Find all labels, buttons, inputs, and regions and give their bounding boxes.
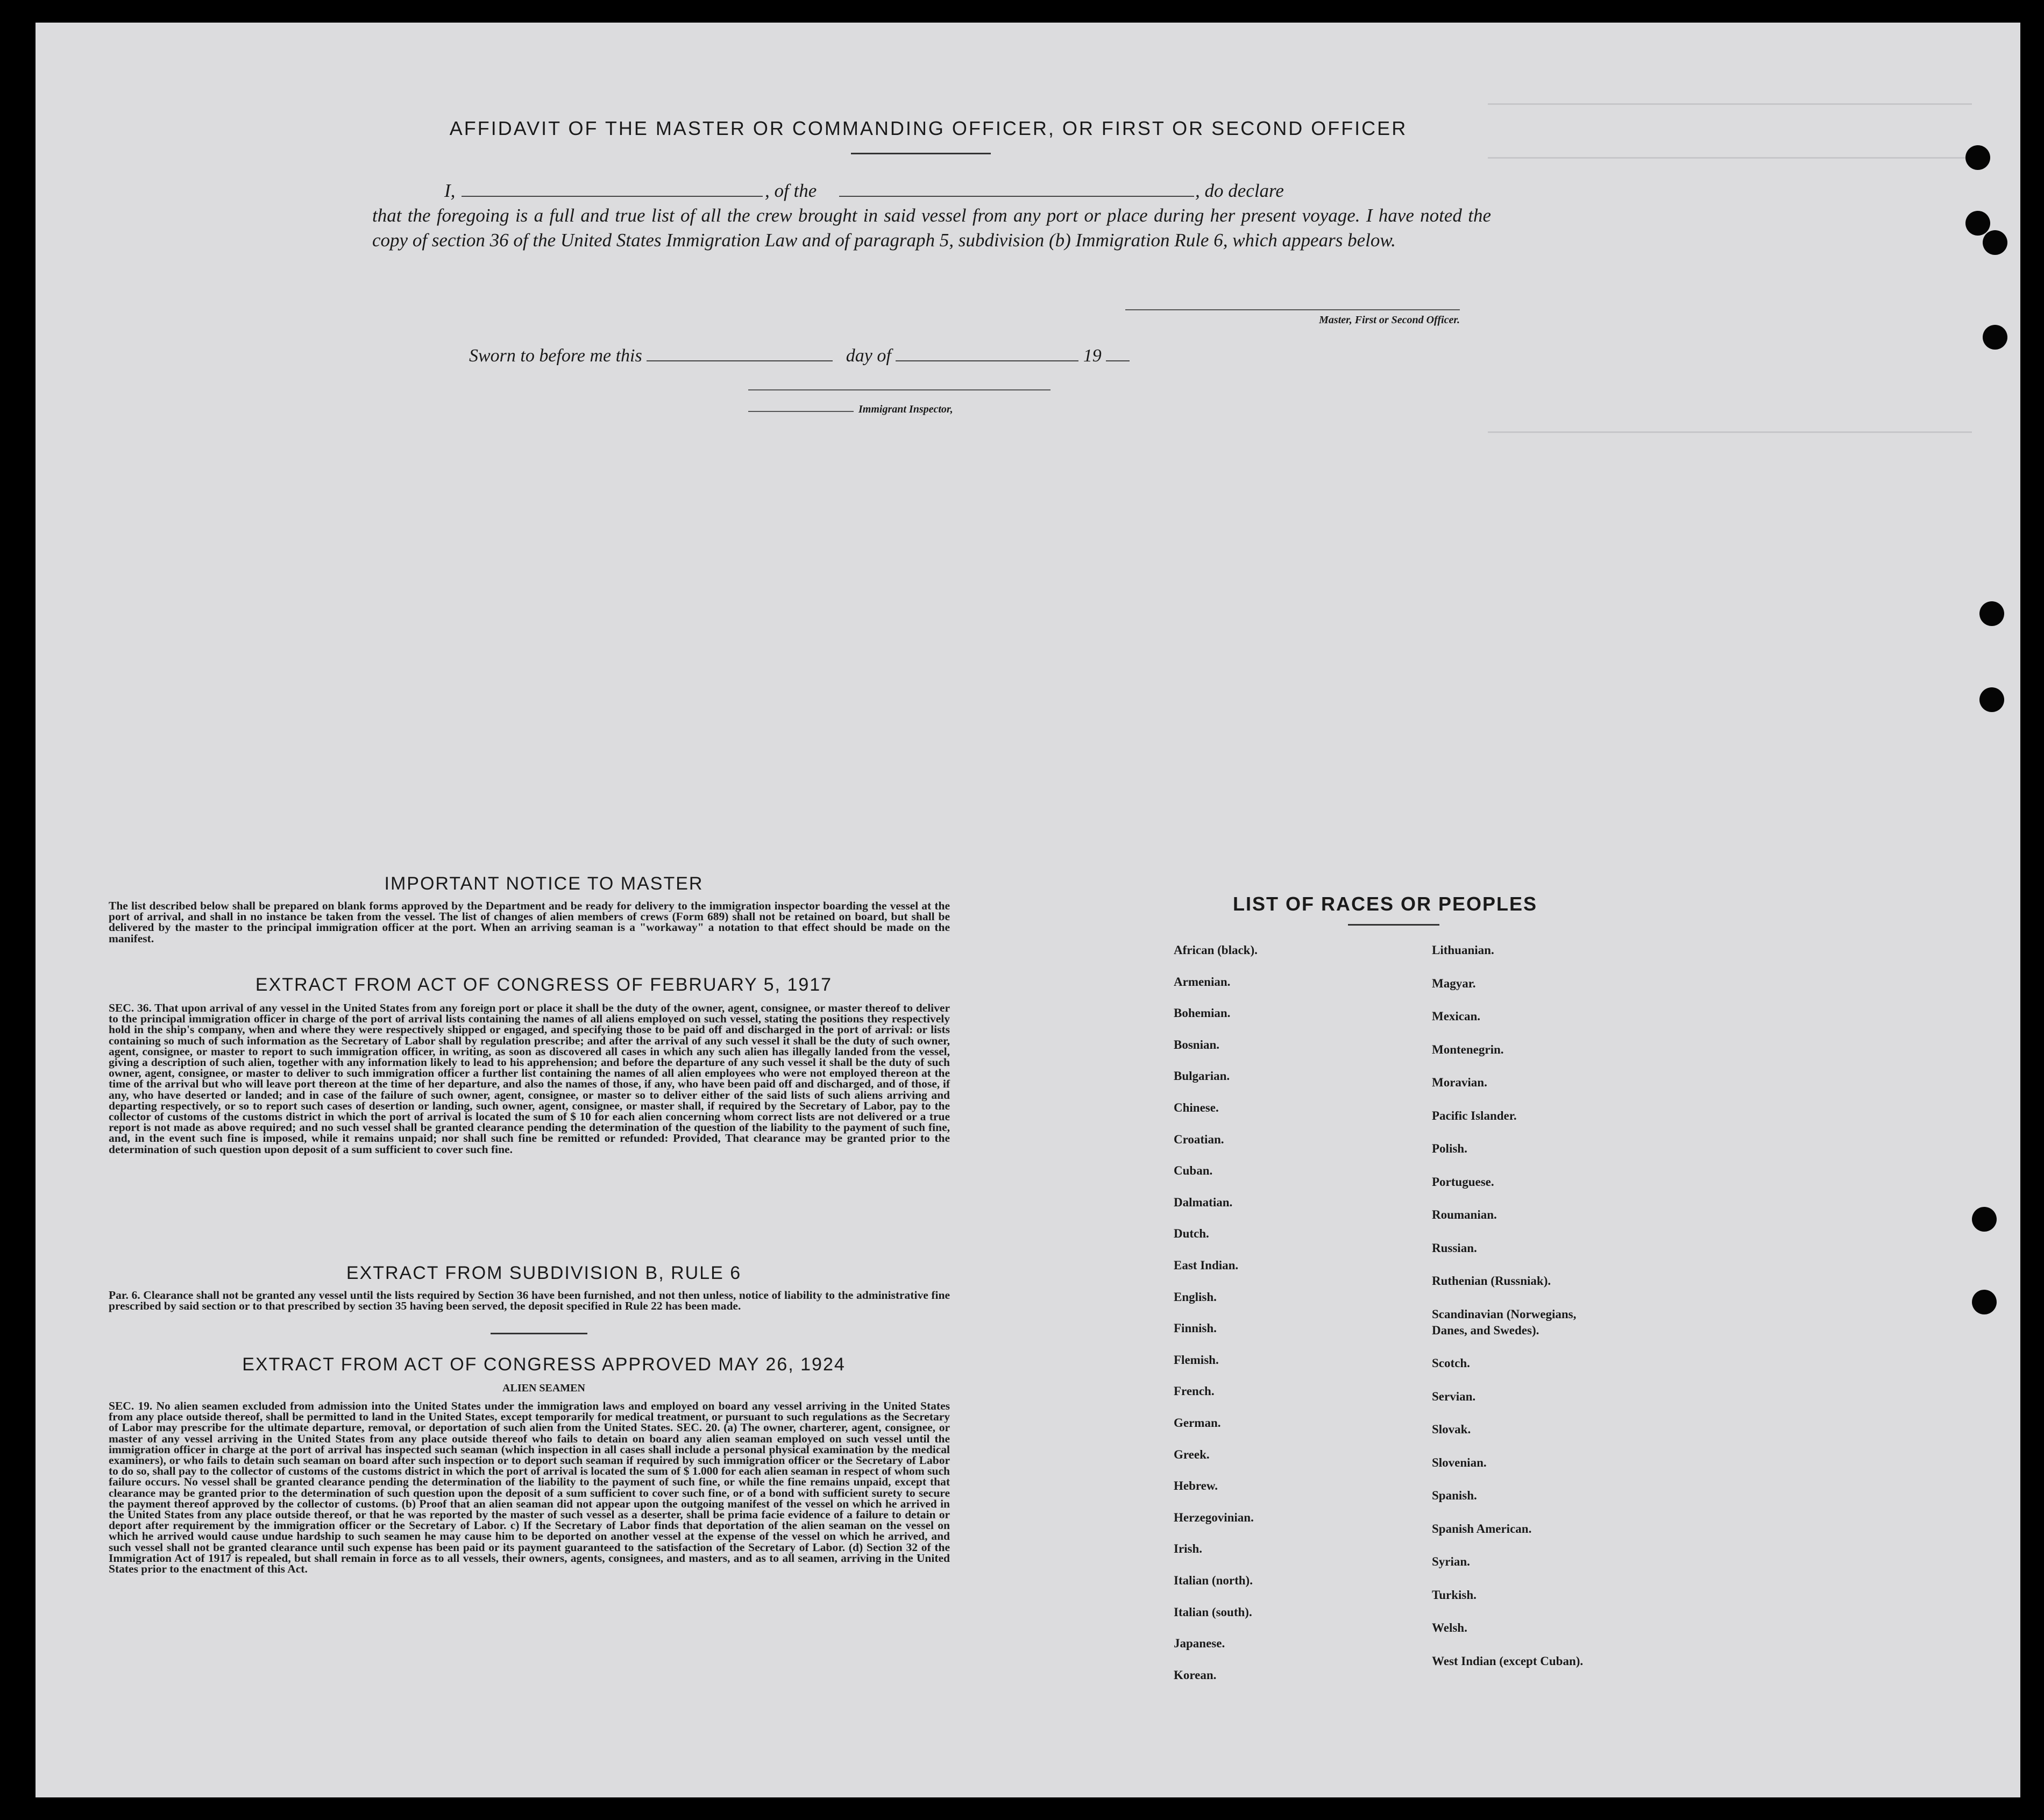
bleed-through-line [1488, 103, 1972, 105]
race-item: Italian (south). [1174, 1605, 1252, 1619]
race-item: Japanese. [1174, 1637, 1225, 1650]
alien-seamen-subtitle: ALIEN SEAMEN [502, 1382, 585, 1394]
notice-text: The list described below shall be prepared on blank forms approved by the Department and be ready for delivery to the immigration inspector boarding the vessel at the port of arrival, and shall in no instance be taken from the vessel. The list of changes of alien members of crews (Form 689) shall not be retained on board, but shall be delivered by the master to the principal immigration officer at the port. When an arriving seaman is a "workaway" a notation to that effect should be made on the manifest. [109, 899, 950, 945]
of-the-label: , of the [765, 180, 817, 201]
race-item: Portuguese. [1432, 1175, 1494, 1189]
race-item: Russian. [1432, 1241, 1477, 1255]
race-item: African (black). [1174, 943, 1258, 957]
i-label: I, [444, 180, 456, 201]
race-item: Spanish. [1432, 1489, 1477, 1502]
extract-1924-title: EXTRACT FROM ACT OF CONGRESS APPROVED MAY 26, 1924 [242, 1354, 846, 1375]
section-rule [491, 1333, 587, 1334]
extract-1917-title: EXTRACT FROM ACT OF CONGRESS OF FEBRUARY 5, 1917 [255, 975, 833, 995]
race-item: Lithuanian. [1432, 943, 1494, 957]
race-item: Irish. [1174, 1542, 1203, 1555]
race-item: West Indian (except Cuban). [1432, 1654, 1584, 1668]
race-item: Flemish. [1174, 1353, 1219, 1367]
race-item: Dalmatian. [1174, 1196, 1233, 1209]
race-item: Herzegovinian. [1174, 1511, 1254, 1524]
race-item: Syrian. [1432, 1555, 1470, 1568]
sworn-line [469, 344, 1244, 366]
punch-hole [1965, 145, 1990, 170]
punch-hole [1972, 1290, 1997, 1314]
punch-hole [1972, 1207, 1997, 1232]
punch-hole [1983, 325, 2007, 350]
inspector-caption: Immigrant Inspector, [858, 403, 953, 415]
race-item: Scotch. [1432, 1356, 1470, 1370]
year-label: 19 [1083, 346, 1102, 366]
document-page [36, 23, 2020, 1797]
bleed-through-line [1488, 431, 1972, 433]
race-item: Ruthenian (Russniak). [1432, 1274, 1551, 1288]
race-item: Mexican. [1432, 1009, 1481, 1023]
race-item: Dutch. [1174, 1227, 1209, 1240]
inspector-line [748, 389, 1051, 390]
do-declare-label: , do declare [1195, 180, 1284, 201]
bleed-through-line [1488, 157, 1972, 159]
race-item: Scandinavian (Norwegians, [1432, 1307, 1577, 1321]
signature-caption: Master, First or Second Officer. [1319, 314, 1460, 326]
month-blank [896, 344, 1078, 361]
title-rule [851, 153, 991, 154]
declaration-line [372, 179, 1491, 203]
race-item: Servian. [1432, 1390, 1476, 1403]
race-item: Danes, and Swedes). [1432, 1324, 1539, 1337]
race-item: German. [1174, 1416, 1221, 1430]
race-item: French. [1174, 1384, 1215, 1398]
inspector-line-short [748, 411, 854, 412]
punch-hole [1979, 687, 2004, 712]
race-item: Montenegrin. [1432, 1043, 1504, 1056]
race-item: Moravian. [1432, 1076, 1487, 1089]
race-item: Roumanian. [1432, 1208, 1497, 1221]
race-item: Slovenian. [1432, 1456, 1487, 1469]
race-item: Pacific Islander. [1432, 1109, 1517, 1122]
extract-rule6-title: EXTRACT FROM SUBDIVISION B, RULE 6 [346, 1263, 742, 1283]
notice-title: IMPORTANT NOTICE TO MASTER [384, 873, 704, 894]
race-item: Finnish. [1174, 1321, 1217, 1335]
races-title: LIST OF RACES OR PEOPLES [1233, 893, 1538, 915]
race-item: Croatian. [1174, 1133, 1224, 1146]
race-item: Bosnian. [1174, 1038, 1220, 1051]
race-item: Hebrew. [1174, 1479, 1218, 1492]
extract-rule6-text: Par. 6. Clearance shall not be granted any vessel until the lists required by Section 36 have been furnished, and not then unless, notice of liability to the administrative fine prescribed by said section or to that prescribed by section 35 having been served, the deposit specified in Rule 22 has been made. [109, 1289, 950, 1313]
race-item: Slovak. [1432, 1423, 1471, 1436]
race-item: Greek. [1174, 1448, 1210, 1461]
signature-line [1125, 309, 1460, 310]
race-item: Chinese. [1174, 1101, 1219, 1114]
races-rule [1348, 924, 1439, 926]
punch-hole [1965, 211, 1990, 236]
name-blank [462, 180, 763, 197]
race-item: Polish. [1432, 1142, 1467, 1155]
race-item: Welsh. [1432, 1621, 1467, 1634]
date-blank [647, 344, 833, 361]
race-item: Italian (north). [1174, 1574, 1253, 1587]
race-item: Armenian. [1174, 975, 1231, 989]
race-item: Bohemian. [1174, 1006, 1231, 1020]
extract-1924-text: SEC. 19. No alien seamen excluded from admission into the United States under the immigration laws and employed on board any vessel arriving in the United States from any place outside thereof, shall be permitted to land in the United States, except temporarily for medical treatment, or pursuant to such regulations as the Secretary of Labor may prescribe for the ultimate departure, removal, or deportation of such alien from the United States. SEC. 20. (a) The owner, charterer, agent, consignee, or master of any vessel arriving in the United States from any place outside thereof who fails to detain on board any alien seaman employed on such vessel until the immigration officer in charge at the port of arrival has inspected such seaman (which inspection in all cases shall include a personal physical examination by the medical examiners), or who fails to detain such seaman on board after such inspection or to deport such seaman if required by such immigration officer or the Secretary of Labor to do so, shall pay to the collector of customs of the customs district in which the port of arrival is located the sum of $ 1.000 for each alien seaman in respect of whom such failure occurs. No vessel shall be granted clearance pending the determination of the liability to the payment of such fine, or while the fine remains unpaid, except that clearance may be granted prior to the determination of such question upon the deposit of a sum sufficient to cover such fine, or of a bond with sufficient surety to secure the payment thereof approved by the collector of customs. (b) Proof that an alien seaman did not appear upon the outgoing manifest of the vessel on which he arrived in the United States from any place outside thereof, or that he was reported by the master of such vessel as a deserter, shall be prima facie evidence of a failure to detain or deport after requirement by the immigration officer or the Secretary of Labor. c) If the Secretary of Labor finds that deportation of the alien seaman on the vessel on which he arrived would cause undue hardship to such seamen he may cause him to be deported on another vessel at the expense of the vessel on which he arrived, and such vessel shall not be granted clearance until such expense has been paid or its payment guaranteed to the satisfaction of the Secretary of Labor. (d) Section 32 of the Immigration Act of 1917 is repealed, but shall remain in force as to all vessels, their owners, agents, consignees, and masters, and as to all seamen, arriving in the United States prior to the enactment of this Act. [109, 1399, 950, 1576]
race-item: East Indian. [1174, 1259, 1239, 1272]
race-item: Turkish. [1432, 1588, 1477, 1602]
extract-1917-text: SEC. 36. That upon arrival of any vessel in the United States from any foreign port or place it shall be the duty of the owner, agent, consignee, or master thereof to deliver to the principal immigration officer in charge of the port of arrival lists containing the names of all aliens employed on such vessel, stating the positions they respectively hold in the ship's company, when and where they were respectively shipped or engaged, and specifying those to be paid off and discharged in the port of arrival: or lists containing so much of such information as the Secretary of Labor shall by regulation prescribe; and after the arrival of any such vessel it shall be the duty of such owner, agent, consignee, or master to report to such immigration officer, in writing, as soon as discovered all cases in which any such alien has illegally landed from the vessel, giving a description of such alien, together with any information likely to lead to his apprehension; and before the departure of any such vessel it shall be the duty of such owner, agent, consignee, or master to deliver to such immigration officer a further list containing the names of all alien employees who were not employed thereon at the time of the arrival but who will leave port thereon at the time of her departure, and also the names of those, if any, who have been paid off and discharged, and of those, if any, who have deserted or landed; and in case of the failure of such owner, agent, consignee, or master so to deliver either of the said lists of such aliens arriving and departing respectively, or so to report such cases of desertion or landing, such owner, agent, consignee, or master shall, if required by the Secretary of Labor, pay to the collector of customs of the customs district in which the port of arrival is located the sum of $ 10 for each alien concerning whom correct lists are not delivered or a true report is not made as above required; and no such vessel shall be granted clearance pending the determination of the question of the liability to the payment of such fine, and, in the event such fine is imposed, while it remains unpaid; nor shall such fine be remitted or refunded: Provided, That clearance may be granted prior to the determination of such question upon deposit of a sum sufficient to cover such fine. [109, 1001, 950, 1156]
declaration-block [372, 179, 1491, 253]
race-item: Spanish American. [1432, 1522, 1532, 1535]
race-item: Korean. [1174, 1668, 1217, 1682]
punch-hole [1979, 601, 2004, 626]
race-item: Magyar. [1432, 977, 1476, 990]
year-blank [1106, 344, 1130, 361]
punch-hole [1983, 230, 2007, 255]
sworn-label: Sworn to before me this [469, 346, 642, 366]
day-of-label: day of [846, 346, 891, 366]
affidavit-title: AFFIDAVIT OF THE MASTER OR COMMANDING OFFICER, OR FIRST OR SECOND OFFICER [449, 117, 1408, 139]
race-item: Bulgarian. [1174, 1069, 1230, 1083]
race-item: Cuban. [1174, 1164, 1213, 1177]
race-item: English. [1174, 1290, 1217, 1304]
vessel-blank [839, 180, 1194, 197]
declaration-text: that the foregoing is a full and true list of all the crew brought in said vessel from any port or place during her present voyage. I have noted the copy of section 36 of the United States Immigration Law and of paragraph 5, subdivision (b) Immigration Rule 6, which appears below. [372, 205, 1491, 251]
